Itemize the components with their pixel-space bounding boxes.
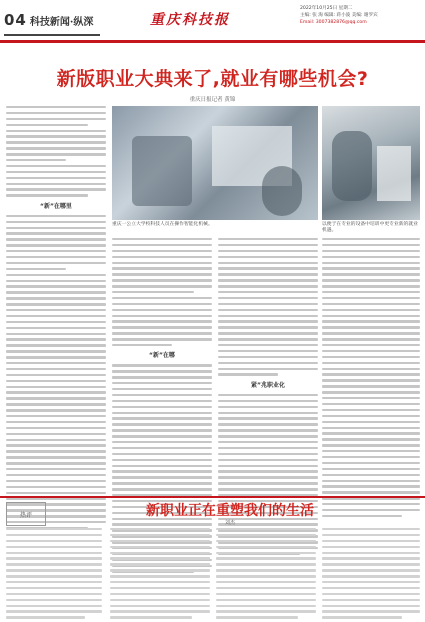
secondary-photo [322,106,420,220]
main-column-4 [322,238,420,521]
essay-column-2 [110,528,210,622]
section-heading: “新”在哪 [149,352,175,360]
photo-caption-right: 以便于在专业的设备中培训中更专业新的就业机遇。 [322,222,418,234]
essay-column-1 [6,528,102,622]
essay-divider [0,496,425,498]
essay-title: 新职业正在重塑我们的生活 [146,503,314,519]
issue-date: 2022年10月25日 星期二 [300,6,353,11]
newspaper-logo: 重庆科技报 [150,12,230,28]
essay-column-4 [322,528,420,622]
photo-caption-left: 重庆一公立大学校科技人员在操作智能化机械。 [112,222,213,227]
section-heading: “新”在哪里 [40,202,72,210]
main-byline: 重庆日报记者 黄锦 [189,97,236,103]
page-header [0,0,425,36]
header-divider [0,40,425,43]
section-name: 科技新闻·纵深 [29,16,94,28]
contact-email: Email: 3007382876@qq.com [300,20,367,25]
essay-tag: 热评 [6,502,46,526]
editors-line: 主编: 张 淘 编辑: 蒋小波 美编: 谢罗宾 [300,13,378,18]
page-number: 04 [4,11,27,29]
main-photo [112,106,318,220]
issue-meta [300,5,378,26]
section-heading: 紧”兆职业化 [251,381,285,389]
main-column-1 [6,106,106,533]
essay-column-3 [216,528,316,622]
main-headline: 新版职业大典来了,就业有哪些机会? [56,68,369,90]
essay-author: 刘杰 [224,520,235,526]
page-number-block [4,6,100,36]
